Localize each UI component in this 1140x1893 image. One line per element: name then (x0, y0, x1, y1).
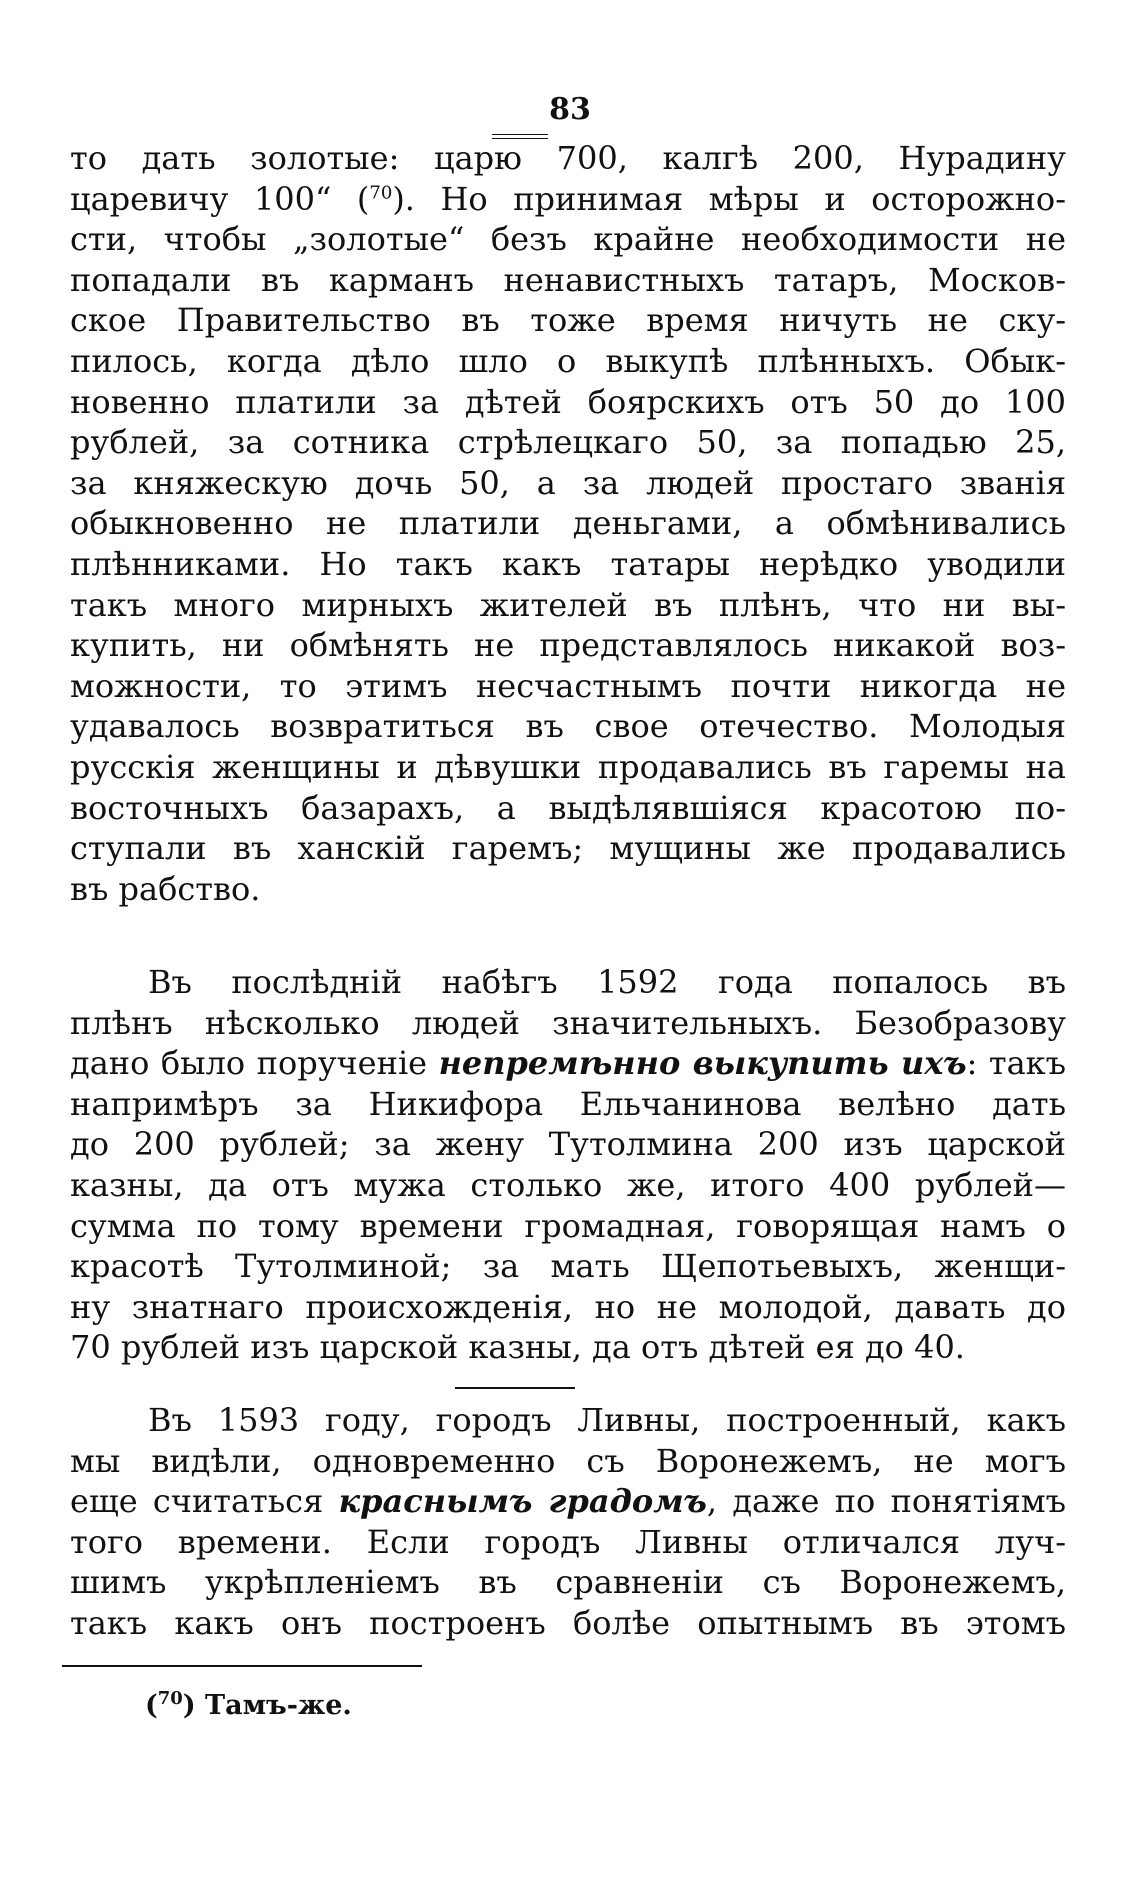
text-line: за княжескую дочь 50, а за людей простаго званія (70, 463, 1066, 502)
text-line: новенно платили за дѣтей боярскихъ отъ 50 до 100 (70, 382, 1066, 421)
text-line: купить, ни обмѣнять не представлялось никакой воз- (70, 626, 1066, 665)
text-line: царевичу 100“ ($^{70}$). Но принимая мѣры и осторожно- (70, 179, 1066, 218)
text-line: до 200 рублей; за жену Тутолмина 200 изъ царской (70, 1125, 1066, 1164)
emphasized-text: краснымъ градомъ (338, 1482, 707, 1521)
paragraph-3 (70, 1400, 1066, 1644)
text-line: того времени. Если городъ Ливны отличался луч- (70, 1522, 1066, 1561)
text-line: Въ послѣдній набѣгъ 1592 года попалось въ (148, 963, 1066, 1001)
emphasized-text: непремѣнно выкупить ихъ (438, 1044, 967, 1083)
text-line: въ рабство. (70, 869, 261, 908)
text-line: сумма по тому времени громадная, говорящая намъ о (70, 1206, 1066, 1245)
text-line: ступали въ ханскій гаремъ; мущины же продавались (70, 829, 1066, 868)
text-line: такъ много мирныхъ жителей въ плѣнъ, что ни вы- (70, 585, 1066, 624)
text-line: ское Правительство въ тоже время ничуть не ску- (70, 301, 1066, 340)
text-line: плѣнъ нѣсколько людей значительныхъ. Безобразову (70, 1003, 1066, 1042)
text-line: русскія женщины и дѣвушки продавались въ гаремы на (70, 747, 1066, 786)
text-line: можности, то этимъ несчастнымъ почти никогда не (70, 666, 1066, 705)
text-line: 70 рублей изъ царской казны, да отъ дѣтей ея до 40. (70, 1328, 965, 1367)
paragraph-2 (70, 962, 1066, 1368)
text-line: попадали въ карманъ ненавистныхъ татаръ, Москов- (70, 260, 1066, 299)
text-line: удавалось возвратиться въ свое отечество. Молодыя (70, 707, 1066, 746)
footnote-number: 70 (157, 1688, 183, 1709)
paragraph-1 (70, 138, 1066, 909)
text-line: восточныхъ базарахъ, а выдѣлявшіяся красотою по- (70, 788, 1066, 827)
text-line: казны, да отъ мужа столько же, итого 400 рублей— (70, 1165, 1066, 1204)
text-line: дано было порученіе непремѣнно выкупить ихъ: такъ (70, 1044, 1066, 1083)
text-line: рублей, за сотника стрѣлецкаго 50, за попадью 25, (70, 423, 1066, 462)
page-number: 83 (549, 92, 591, 127)
text-line: Въ 1593 году, городъ Ливны, построенный, какъ (148, 1401, 1066, 1439)
footnote-divider (62, 1665, 422, 1667)
text-line: шимъ укрѣпленіемъ въ сравненіи съ Воронежемъ, (70, 1563, 1066, 1602)
text-line: сти, чтобы „золотые“ безъ крайне необходимости не (70, 220, 1066, 259)
text-line: пилось, когда дѣло шло о выкупѣ плѣнныхъ. Обык- (70, 341, 1066, 380)
section-divider (455, 1387, 575, 1389)
text-line: еще считаться краснымъ градомъ, даже по понятіямъ (70, 1482, 1066, 1521)
text-line: такъ какъ онъ построенъ болѣе опытнымъ въ этомъ (70, 1603, 1066, 1642)
text-line: мы видѣли, одновременно съ Воронежемъ, не могъ (70, 1441, 1066, 1480)
text-line: плѣнниками. Но такъ какъ татары нерѣдко уводили (70, 544, 1066, 583)
text-line: ну знатнаго происхожденія, но не молодой, давать до (70, 1287, 1066, 1326)
footnote: ($^{70}$) Тамъ-же. (145, 1688, 352, 1721)
text-line: напримѣръ за Никифора Ельчанинова велѣно дать (70, 1084, 1066, 1123)
text-line: обыкновенно не платили деньгами, а обмѣнивались (70, 504, 1066, 543)
footnote-reference: 70 (369, 181, 393, 203)
text-line: красотѣ Тутолминой; за мать Щепотьевыхъ, женщи- (70, 1247, 1066, 1286)
text-line: то дать золотые: царю 700, калгѣ 200, Нурадину (70, 139, 1066, 177)
